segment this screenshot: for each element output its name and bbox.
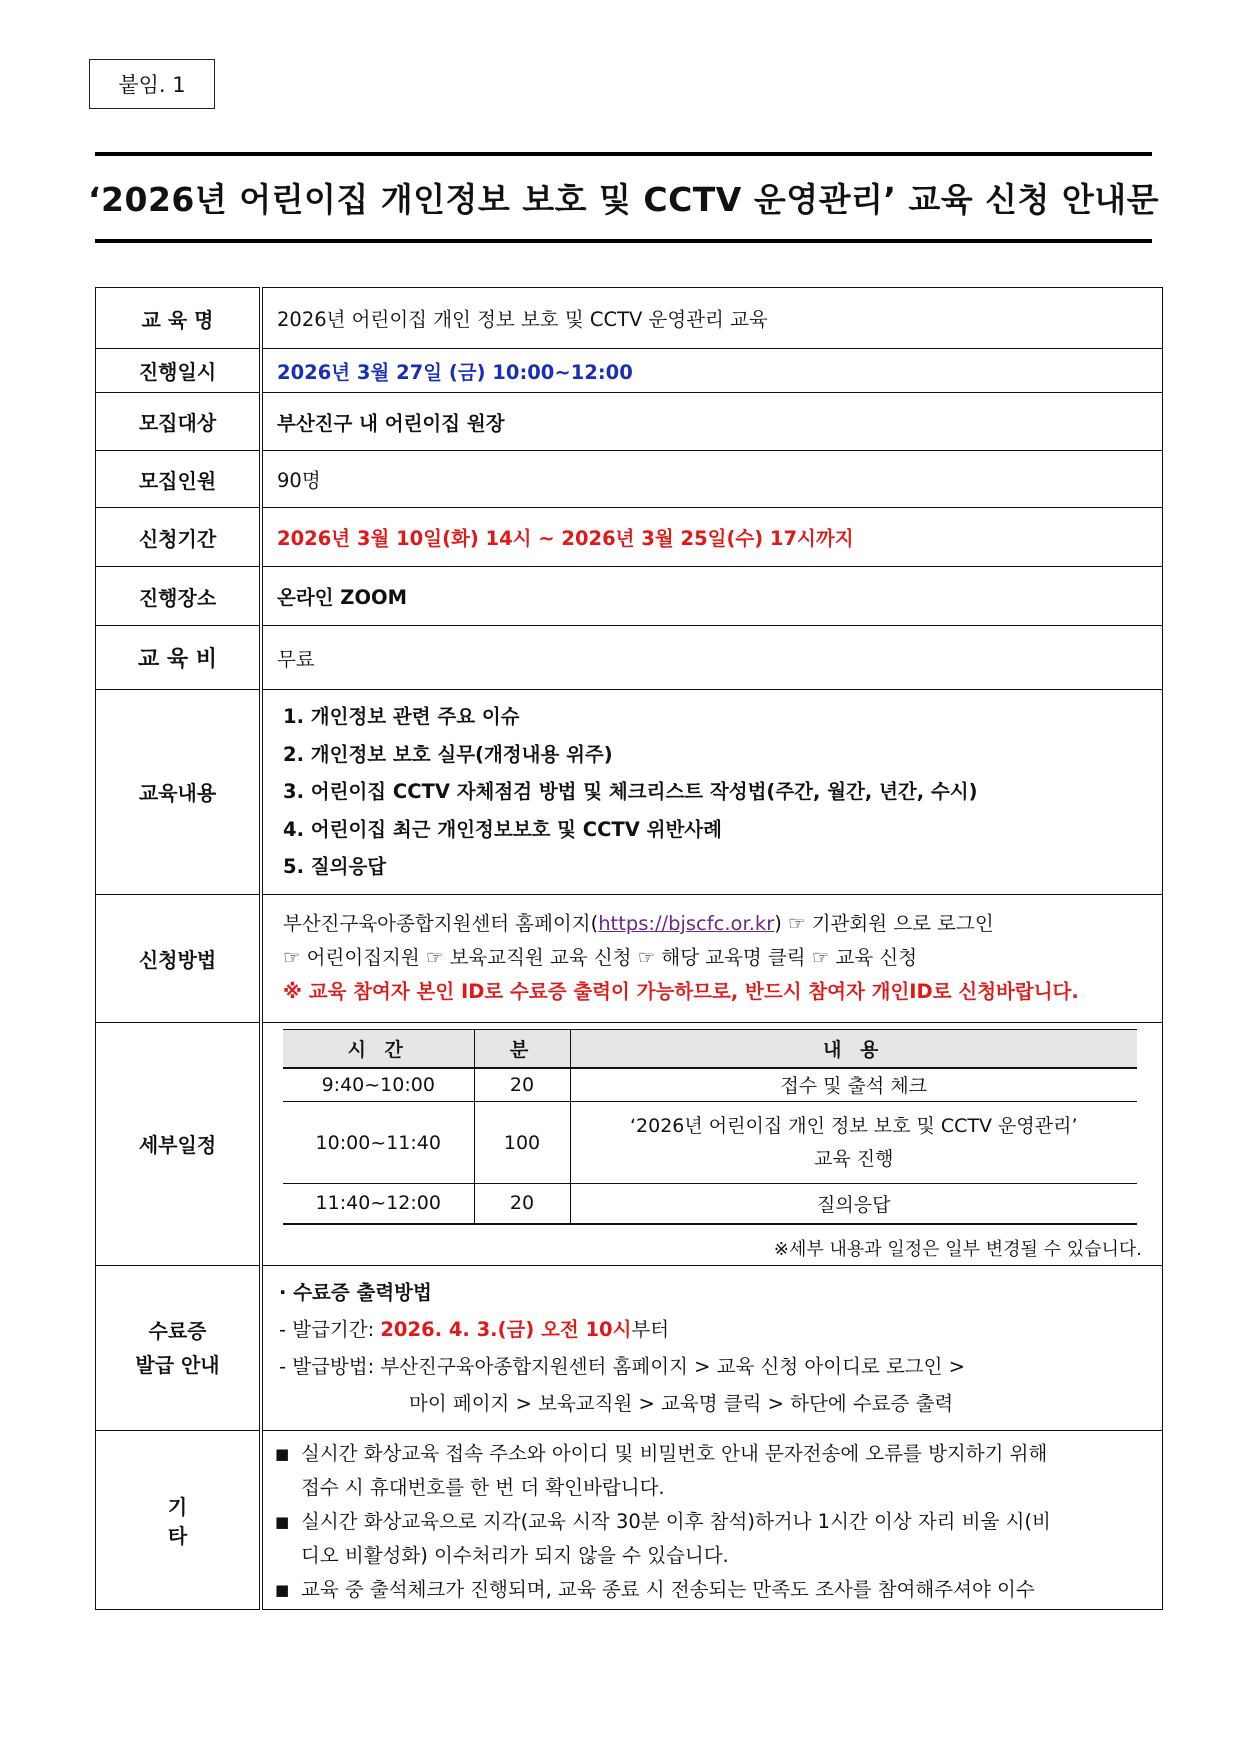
method-prefix: 부산진구육아종합지원센터 홈페이지( [283, 912, 599, 935]
schedule-header-time: 시 간 [283, 1029, 474, 1068]
issue-label: - 발급기간: [279, 1317, 381, 1341]
misc-label: 기 타 [96, 1430, 262, 1609]
certificate-label-line-1: 수료증 [148, 1318, 207, 1343]
method-label: 신청방법 [96, 894, 262, 1022]
method-line-1 [283, 907, 1148, 941]
schedule-label: 세부일정 [96, 1022, 262, 1265]
method-cell [261, 894, 1163, 1022]
content-item: 1. 개인정보 관련 주요 이슈 [283, 705, 520, 728]
content-item: 3. 어린이집 CCTV 자체점검 방법 및 체크리스트 작성법(주간, 월간, 년간, 수시) [283, 780, 978, 803]
venue-label: 진행장소 [96, 567, 262, 626]
row-misc [96, 1430, 1163, 1609]
row-certificate [96, 1265, 1163, 1430]
schedule-note: ※세부 내용과 일정은 일부 변경될 수 있습니다. [773, 1238, 1142, 1260]
row-content [96, 690, 1163, 895]
schedule-cell [261, 1022, 1163, 1265]
misc-item-continuation: 접수 시 휴대번호를 한 번 더 확인바랍니다. [301, 1475, 665, 1499]
capacity-label: 모집인원 [96, 451, 262, 508]
certificate-heading: · 수료증 출력방법 [279, 1280, 432, 1304]
course-name-value: 2026년 어린이집 개인 정보 보호 및 CCTV 운영관리 교육 [261, 288, 1163, 349]
schedule-content: 접수 및 출석 체크 [570, 1068, 1137, 1102]
schedule-minutes: 20 [474, 1068, 570, 1102]
schedule-minutes: 20 [474, 1184, 570, 1224]
certificate-issue-period [279, 1311, 1148, 1348]
schedule-content-line-2: 교육 진행 [814, 1147, 894, 1170]
schedule-header-row [283, 1029, 1137, 1068]
bullet-square-icon: ■ [275, 1512, 290, 1531]
target-value: 부산진구 내 어린이집 원장 [261, 393, 1163, 451]
fee-value: 무료 [261, 626, 1163, 690]
method-warning: ※ 교육 참여자 본인 ID로 수료증 출력이 가능하므로, 반드시 참여자 개인ID로 신청바랍니다. [283, 980, 1079, 1003]
bullet-square-icon: ■ [275, 1444, 290, 1463]
row-schedule [96, 1022, 1163, 1265]
row-target [96, 393, 1163, 451]
content-item: 5. 질의응답 [283, 855, 387, 878]
date-value: 2026년 3월 27일 (금) 10:00~12:00 [261, 349, 1163, 393]
schedule-content [570, 1102, 1137, 1184]
schedule-content: 질의응답 [570, 1184, 1137, 1224]
schedule-row [283, 1184, 1137, 1224]
apply-period-label: 신청기간 [96, 508, 262, 567]
target-label: 모집대상 [96, 393, 262, 451]
schedule-row [283, 1068, 1137, 1102]
info-table [95, 287, 1163, 1610]
misc-item-continuation: 디오 비활성화) 이수처리가 되지 않을 수 있습니다. [301, 1543, 729, 1567]
apply-period-value: 2026년 3월 10일(화) 14시 ~ 2026년 3월 25일(수) 17시까지 [261, 508, 1163, 567]
certificate-label-line-2: 발급 안내 [135, 1352, 220, 1377]
certificate-cell [261, 1265, 1163, 1430]
schedule-content-line-1: ‘2026년 어린이집 개인 정보 보호 및 CCTV 운영관리’ [629, 1114, 1078, 1137]
misc-cell [261, 1430, 1163, 1609]
schedule-row [283, 1102, 1137, 1184]
content-label: 교육내용 [96, 690, 262, 895]
content-item: 4. 어린이집 최근 개인정보보호 및 CCTV 위반사례 [283, 817, 722, 841]
content-item: 2. 개인정보 보호 실무(개정내용 위주) [283, 742, 613, 766]
course-name-label: 교 육 명 [96, 288, 262, 349]
row-capacity [96, 451, 1163, 508]
issue-value: 2026. 4. 3.(금) 오전 10시 [380, 1317, 632, 1341]
row-fee [96, 626, 1163, 690]
method-suffix: ) ☞ 기관회원 으로 로그인 [774, 912, 994, 935]
certificate-method-line-2: 마이 페이지 > 보육교직원 > 교육명 클릭 > 하단에 수료증 출력 [409, 1391, 954, 1415]
capacity-value: 90명 [261, 451, 1163, 508]
content-list [261, 690, 1163, 895]
fee-label: 교 육 비 [96, 626, 262, 690]
row-venue [96, 567, 1163, 626]
schedule-table [283, 1029, 1137, 1225]
certificate-method-line-1: - 발급방법: 부산진구육아종합지원센터 홈페이지 > 교육 신청 아이디로 로그인 > [279, 1354, 966, 1378]
date-label: 진행일시 [96, 349, 262, 393]
schedule-time: 10:00~11:40 [283, 1102, 474, 1184]
row-date [96, 349, 1163, 393]
misc-item-text: 실시간 화상교육으로 지각(교육 시작 30분 이후 참석)하거나 1시간 이상 자리 비울 시(비 [301, 1509, 1051, 1533]
schedule-minutes: 100 [474, 1102, 570, 1184]
schedule-time: 9:40~10:00 [283, 1068, 474, 1102]
misc-item [275, 1505, 1152, 1539]
schedule-header-content: 내 용 [570, 1029, 1137, 1068]
schedule-header-minutes: 분 [474, 1029, 570, 1068]
venue-value: 온라인 ZOOM [261, 567, 1163, 626]
row-course-name [96, 288, 1163, 349]
misc-item-text: 실시간 화상교육 접속 주소와 아이디 및 비밀번호 안내 문자전송에 오류를 방지하기 위해 [301, 1441, 1048, 1465]
issue-suffix: 부터 [631, 1317, 670, 1341]
misc-item [275, 1437, 1152, 1471]
misc-item-text: 교육 중 출석체크가 진행되며, 교육 종료 시 전송되는 만족도 조사를 참여해주셔야 이수 [301, 1577, 1035, 1601]
title-rule-bottom [95, 239, 1152, 243]
row-method [96, 894, 1163, 1022]
method-line-2: ☞ 어린이집지원 ☞ 보육교직원 교육 신청 ☞ 해당 교육명 클릭 ☞ 교육 신청 [283, 946, 918, 969]
schedule-time: 11:40~12:00 [283, 1184, 474, 1224]
row-apply-period [96, 508, 1163, 567]
attachment-label: 붙임. 1 [89, 59, 215, 109]
document-title: ‘2026년 어린이집 개인정보 보호 및 CCTV 운영관리’ 교육 신청 안내문 [88, 180, 1159, 219]
bullet-square-icon: ■ [275, 1580, 290, 1599]
homepage-link[interactable]: https://bjscfc.or.kr [598, 912, 775, 935]
misc-item [275, 1573, 1152, 1607]
certificate-label [96, 1265, 262, 1430]
